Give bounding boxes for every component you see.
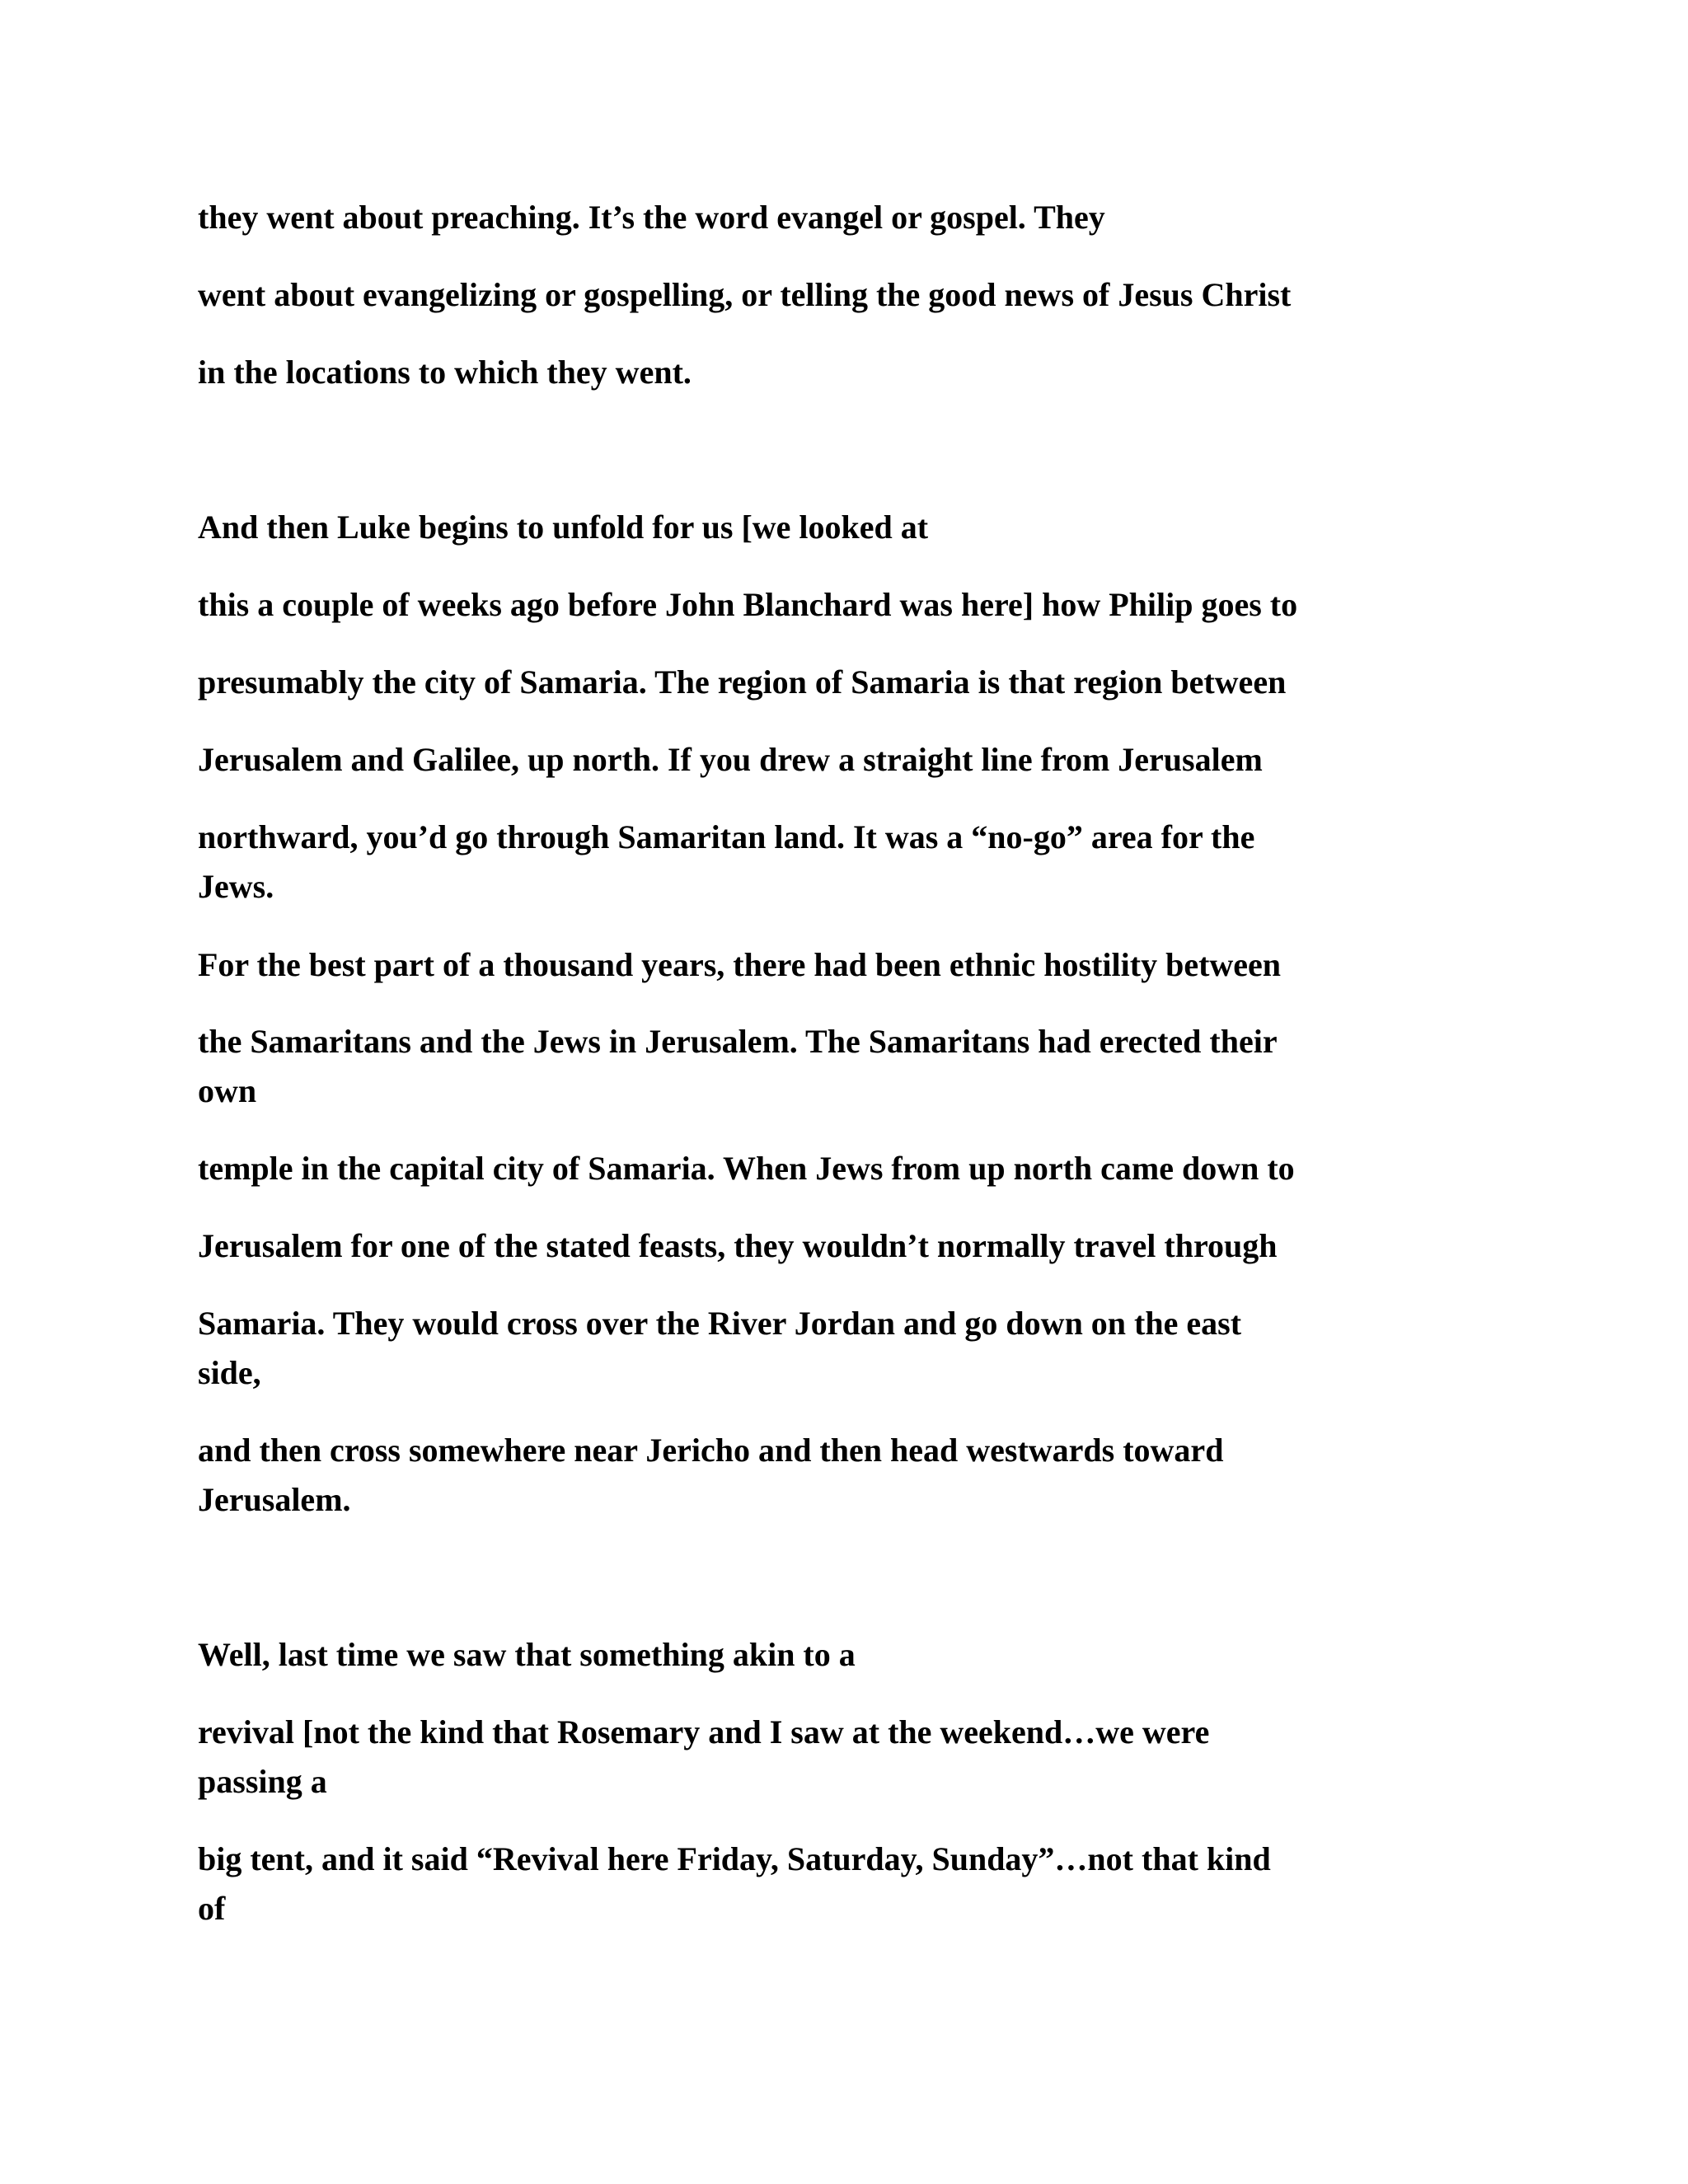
text-line: went about evangelizing or gospelling, or telling the good news of Jesus Christ	[198, 276, 1292, 313]
text-line: passing a	[198, 1763, 327, 1800]
text-line: they went about preaching. It’s the word evangel or gospel. They	[198, 199, 1105, 236]
text-line: this a couple of weeks ago before John Blanchard was here] how Philip goes to	[198, 586, 1298, 623]
text-line: Samaria. They would cross over the River Jordan and go down on the east	[198, 1305, 1242, 1342]
text-line: Jews.	[198, 868, 274, 905]
text-line: and then cross somewhere near Jericho and then head westwards toward	[198, 1432, 1224, 1469]
text-line: presumably the city of Samaria. The region of Samaria is that region between	[198, 663, 1287, 701]
text-line: Well, last time we saw that something akin to a	[198, 1636, 856, 1673]
text-line: And then Luke begins to unfold for us [we looked at	[198, 509, 929, 546]
text-line: of	[198, 1890, 226, 1927]
text-line: big tent, and it said “Revival here Friday, Saturday, Sunday”…not that kind	[198, 1840, 1271, 1877]
text-line: the Samaritans and the Jews in Jerusalem. The Samaritans had erected their	[198, 1023, 1278, 1060]
text-line: For the best part of a thousand years, there had been ethnic hostility between	[198, 946, 1282, 983]
text-line: Jerusalem.	[198, 1481, 351, 1518]
text-line: Jerusalem for one of the stated feasts, they wouldn’t normally travel through	[198, 1227, 1278, 1264]
text-line: northward, you’d go through Samaritan land. It was a “no-go” area for the	[198, 818, 1255, 855]
text-line: own	[198, 1072, 257, 1109]
text-line: revival [not the kind that Rosemary and I saw at the weekend…we were	[198, 1713, 1210, 1750]
text-line: in the locations to which they went.	[198, 354, 692, 391]
text-line: Jerusalem and Galilee, up north. If you drew a straight line from Jerusalem	[198, 741, 1263, 778]
text-line: temple in the capital city of Samaria. When Jews from up north came down to	[198, 1150, 1295, 1187]
text-line: side,	[198, 1354, 261, 1391]
